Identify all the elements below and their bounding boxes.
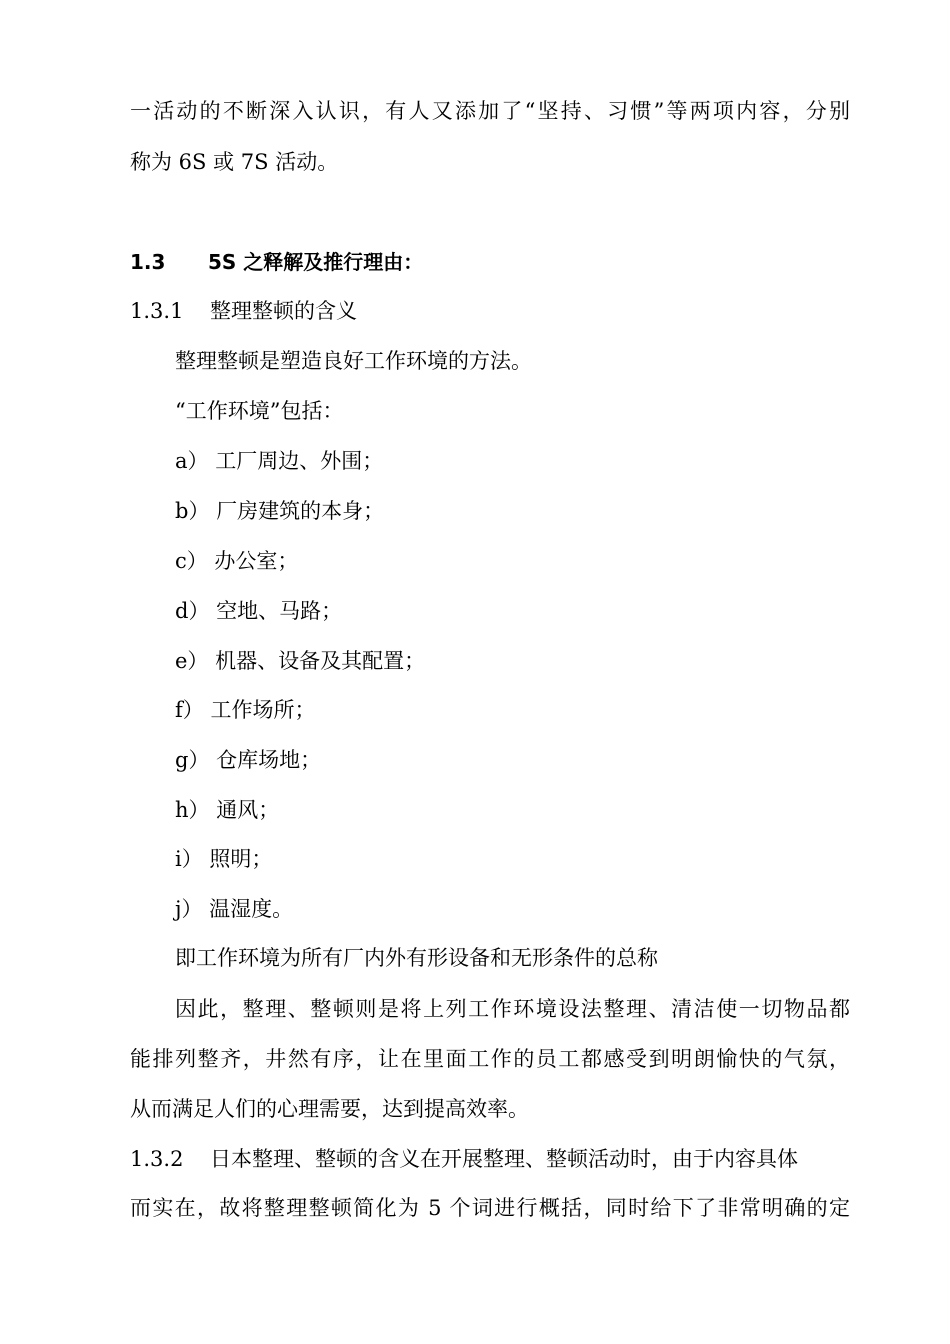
subsection-1-heading (130, 296, 850, 326)
section-title: 5S 之释解及推行理由： (208, 250, 424, 274)
list-item: i） 照明； (175, 847, 273, 871)
list-item: b） 厂房建筑的本身； (175, 499, 385, 523)
section-heading (130, 247, 850, 277)
subsection-1-title: 整理整顿的含义 (210, 299, 357, 323)
subsection-1-statement: 整理整顿是塑造良好工作环境的方法。 (175, 349, 532, 373)
subsection-2-line-1 (130, 1144, 850, 1174)
list-item: f） 工作场所； (175, 698, 316, 722)
paragraph-line-2: 能排列整齐，井然有序，让在里面工作的员工都感受到明朗愉快的气氛， (130, 1047, 850, 1071)
includes-label: “工作环境”包括： (175, 399, 344, 423)
list-item: a） 工厂周边、外围； (175, 449, 384, 473)
subsection-1-number: 1.3.1 (130, 299, 184, 323)
list-item: g） 仓库场地； (175, 748, 322, 772)
list-item: c） 办公室； (175, 549, 299, 573)
intro-line-1: 一活动的不断深入认识，有人又添加了“坚持、习惯”等两项内容，分别 (130, 99, 850, 123)
section-number: 1.3 (130, 250, 166, 274)
subsection-2-number: 1.3.2 (130, 1147, 184, 1171)
intro-line-2: 称为 6S 或 7S 活动。 (130, 150, 339, 174)
list-item: e） 机器、设备及其配置； (175, 649, 426, 673)
environment-summary: 即工作环境为所有厂内外有形设备和无形条件的总称 (175, 946, 658, 970)
list-item: d） 空地、马路； (175, 599, 343, 623)
paragraph-line-3: 从而满足人们的心理需要，达到提高效率。 (130, 1097, 529, 1121)
subsection-2-line-2: 而实在，故将整理整顿简化为 5 个词进行概括，同时给下了非常明确的定 (130, 1196, 850, 1220)
subsection-2-text: 日本整理、整顿的含义在开展整理、整顿活动时，由于内容具体 (210, 1147, 798, 1171)
list-item: j） 温湿度。 (175, 897, 294, 921)
paragraph-line-1: 因此，整理、整顿则是将上列工作环境设法整理、清洁使一切物品都 (175, 997, 850, 1021)
list-item: h） 通风； (175, 798, 280, 822)
